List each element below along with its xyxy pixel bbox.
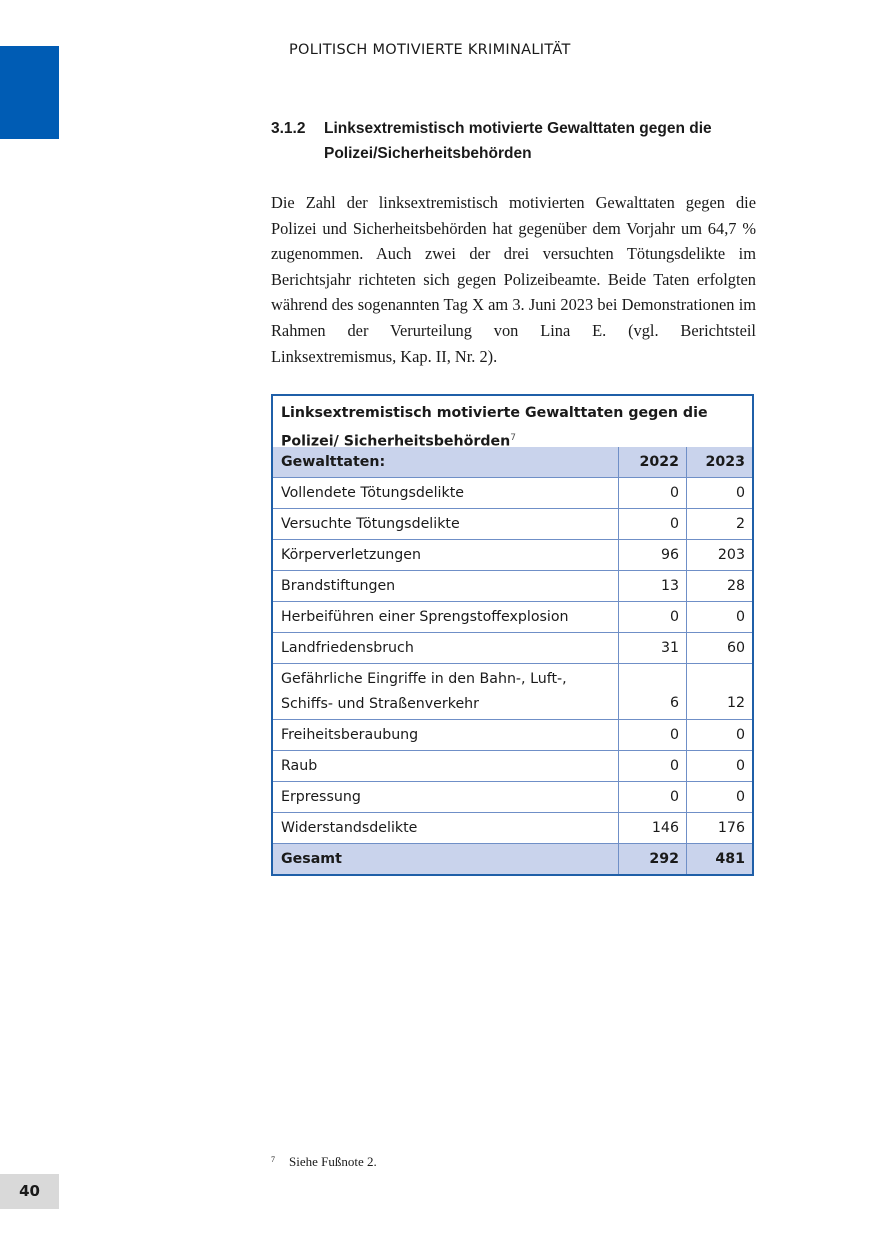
table-row [273, 812, 752, 843]
row-value-2022: 0 [619, 751, 687, 781]
page-number: 40 [0, 1174, 59, 1209]
row-label: Körperverletzungen [273, 540, 619, 570]
running-header: POLITISCH MOTIVIERTE KRIMINALITÄT [289, 42, 571, 58]
row-value-2023: 0 [735, 758, 745, 774]
table-row [273, 570, 752, 601]
table-row [273, 539, 752, 570]
table-row [273, 750, 752, 781]
row-value-2022: 96 [619, 540, 687, 570]
row-value-2022: 13 [619, 571, 687, 601]
total-value-2022: 292 [619, 844, 687, 874]
row-value-2023: 12 [726, 695, 745, 711]
section-title: Linksextremistisch motivierte Gewalttaten gegen die Polizei/Sicherheitsbehörden [324, 120, 712, 162]
row-value-2023: 0 [735, 485, 745, 501]
row-value-2022: 0 [619, 782, 687, 812]
row-label: Herbeiführen einer Sprengstoffexplosion [273, 602, 619, 632]
row-value-2023: 203 [717, 547, 745, 563]
chapter-color-tab [0, 46, 59, 139]
row-value-2022: 0 [619, 509, 687, 539]
table-caption [273, 396, 752, 450]
table-row [273, 601, 752, 632]
row-value-2023: 28 [726, 578, 745, 594]
header-year-2023: 2023 [705, 454, 745, 470]
table-caption-text: Linksextremistisch motivierte Gewalttaten gegen die Polizei/ Sicherheitsbehörden [281, 405, 708, 450]
row-label: Brandstiftungen [273, 571, 619, 601]
table-row [273, 477, 752, 508]
table-row [273, 781, 752, 812]
table-total-row [273, 843, 752, 874]
table-row [273, 663, 752, 719]
row-label: Erpressung [273, 782, 619, 812]
table-header-row [273, 447, 752, 477]
row-value-2023: 0 [735, 609, 745, 625]
row-label: Gefährliche Eingriffe in den Bahn-, Luft-, Schiffs- und Straßenverkehr [273, 664, 619, 719]
header-year-2022: 2022 [619, 447, 687, 477]
row-value-2023: 0 [735, 789, 745, 805]
row-value-2023: 2 [735, 516, 745, 532]
row-value-2023: 176 [717, 820, 745, 836]
row-value-2023: 60 [726, 640, 745, 656]
footnote-mark: 7 [271, 1155, 275, 1164]
header-label: Gewalttaten: [273, 447, 619, 477]
footnote-text: Siehe Fußnote 2. [289, 1154, 377, 1169]
violent-crimes-table [271, 394, 754, 876]
row-label: Vollendete Tötungsdelikte [273, 478, 619, 508]
row-value-2022: 0 [619, 602, 687, 632]
total-label: Gesamt [273, 844, 619, 874]
row-value-2022: 6 [619, 664, 687, 719]
row-label: Raub [273, 751, 619, 781]
row-value-2022: 0 [619, 720, 687, 750]
table-row [273, 719, 752, 750]
row-label: Versuchte Tötungsdelikte [273, 509, 619, 539]
row-value-2023: 0 [735, 727, 745, 743]
section-heading [271, 116, 756, 166]
section-number: 3.1.2 [271, 120, 306, 137]
table-caption-footnote-ref: 7 [510, 433, 516, 443]
row-value-2022: 146 [619, 813, 687, 843]
row-value-2022: 31 [619, 633, 687, 663]
table-row [273, 632, 752, 663]
body-paragraph: Die Zahl der linksextremistisch motivierten Gewalttaten gegen die Polizei und Sicherheitsbehörden hat gegenüber dem Vorjahr um 64,7 % zugenommen. Auch zwei der drei versuchten Tötungsdelikte im Berichtsjahr richteten sich gegen Polizeibeamte. Beide Taten erfolgten während des sogenannten Tag X am 3. Juni 2023 bei Demonstrationen im Rahmen der Verurteilung von Lina E. (vgl. Berichtsteil Linksextremismus, Kap. II, Nr. 2). [271, 193, 756, 366]
row-label: Landfriedensbruch [273, 633, 619, 663]
row-label: Widerstandsdelikte [273, 813, 619, 843]
table-row [273, 508, 752, 539]
footnote [271, 1154, 377, 1170]
row-label: Freiheitsberaubung [273, 720, 619, 750]
total-value-2023: 481 [715, 851, 745, 867]
row-value-2022: 0 [619, 478, 687, 508]
